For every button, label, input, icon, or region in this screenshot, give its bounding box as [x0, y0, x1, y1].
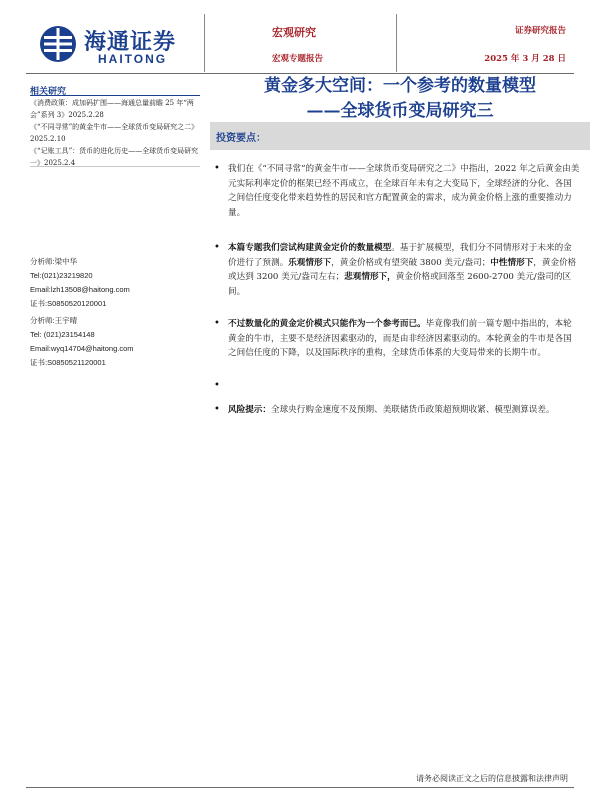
- key-point-item: [210, 317, 580, 361]
- scenario-optimistic: 乐观情形下: [288, 257, 332, 268]
- footer-disclaimer: 请务必阅读正文之后的信息披露和法律声明: [416, 774, 568, 783]
- analyst-cert: 证书:S0850521120001: [30, 358, 106, 367]
- risk-warning-label: 风险提示：: [228, 404, 271, 415]
- key-point-emphasis: 不过数量化的黄金定价模式只能作为一个参考而已。: [228, 319, 426, 329]
- related-research-item[interactable]: 《消费政策：成加码扩围——海通总量前瞻 25 年“两会”系列 3》2025.2.28: [30, 99, 194, 119]
- scenario-pessimistic: 悲观情形下，: [344, 272, 396, 282]
- related-research-item[interactable]: 《“记账工具”：货币的进化历史——全球货币变局研究一》2025.2.4: [30, 147, 199, 167]
- analyst-tel: Tel: (021)23154148: [30, 330, 95, 339]
- key-point-item: [210, 241, 580, 299]
- related-research-item[interactable]: 《“不同寻常”的黄金牛市——全球货币变局研究之二》2025.2.10: [30, 123, 199, 143]
- haitong-emblem-icon: [38, 24, 78, 64]
- report-title-line2: ——全球货币变局研究三: [306, 101, 494, 121]
- analyst-email[interactable]: Email:wyq14704@haitong.com: [30, 344, 134, 353]
- report-type: 证券研究报告: [514, 26, 566, 36]
- related-research-end-rule: [30, 166, 200, 167]
- key-points-bar: [210, 122, 590, 150]
- related-research-heading: 相关研究: [30, 87, 67, 97]
- related-research-list: [30, 98, 202, 170]
- analyst-cert: 证书:S0850520120001: [30, 299, 107, 308]
- key-point-item: [210, 403, 580, 418]
- key-point-text: 。基于扩展模型，我们分不同情形对于未来的金价进行了预测。: [228, 243, 572, 268]
- key-point-emphasis: 本篇专题我们尝试构建黄金定价的数量模型: [228, 243, 392, 253]
- report-title: [210, 74, 590, 124]
- analyst-name: 分析师:梁中华: [30, 257, 78, 266]
- key-point-text: 毕竟像我们前一篇专题中指出的，本轮黄金的牛市，主要不是经济因素驱动的，而是由非经济因素驱动的。本轮黄金的牛市是各国之间信任度的下降，以及国际秩序的重构，全球货币体系的大变局带来的长期牛市。: [228, 319, 572, 358]
- key-point-text: 我们在《“不同寻常”的黄金牛市——全球货币变局研究之二》中指出，2022 年之后黄金由美元实际利率定价的框架已经不再成立，在全球百年未有之大变局下，全球经济的分化、各国之间信任度变化带来趋势性的居民和官方配置黄金的需求，成为黄金价格上涨的重要推动力量。: [228, 164, 580, 218]
- logo-chinese-name: 海通证券: [84, 29, 177, 55]
- scenario-neutral: 中性情形下: [490, 257, 534, 268]
- analyst-email[interactable]: Email:lzh13508@haitong.com: [30, 285, 130, 294]
- logo-english-name: HAITONG: [98, 52, 168, 66]
- analyst-tel: Tel:(021)23219820: [30, 271, 93, 280]
- report-date: 2025 年 3 月 28 日: [484, 54, 566, 64]
- report-subcategory: 宏观专题报告: [272, 54, 324, 64]
- key-point-text: ，黄金价格或有望突破 3800 美元/盎司；: [331, 257, 491, 268]
- report-category: 宏观研究: [272, 26, 316, 39]
- footer-rule: [26, 787, 574, 788]
- key-point-item-empty: [210, 379, 580, 393]
- header-divider: [396, 14, 397, 72]
- key-point-item: [210, 162, 580, 220]
- key-points-list: [210, 162, 580, 417]
- analyst-block: [30, 255, 202, 370]
- key-point-text: ，黄金价格或达到 3200 美元/盎司左右；: [228, 257, 577, 282]
- related-research-rule: [30, 95, 200, 96]
- header-divider: [204, 14, 205, 72]
- haitong-logo: [38, 22, 188, 68]
- report-title-line1: 黄金多大空间：一个参考的数量模型: [264, 76, 536, 96]
- key-points-label: 投资要点：: [216, 133, 266, 144]
- analyst-name: 分析师:王宇晴: [30, 316, 78, 325]
- key-point-text: 全球央行购金速度不及预期、美联储货币政策超预期收紧、模型测算误差。: [270, 404, 555, 415]
- key-point-text: 黄金价格或回落至 2600-2700 美元/盎司的区间。: [228, 272, 572, 297]
